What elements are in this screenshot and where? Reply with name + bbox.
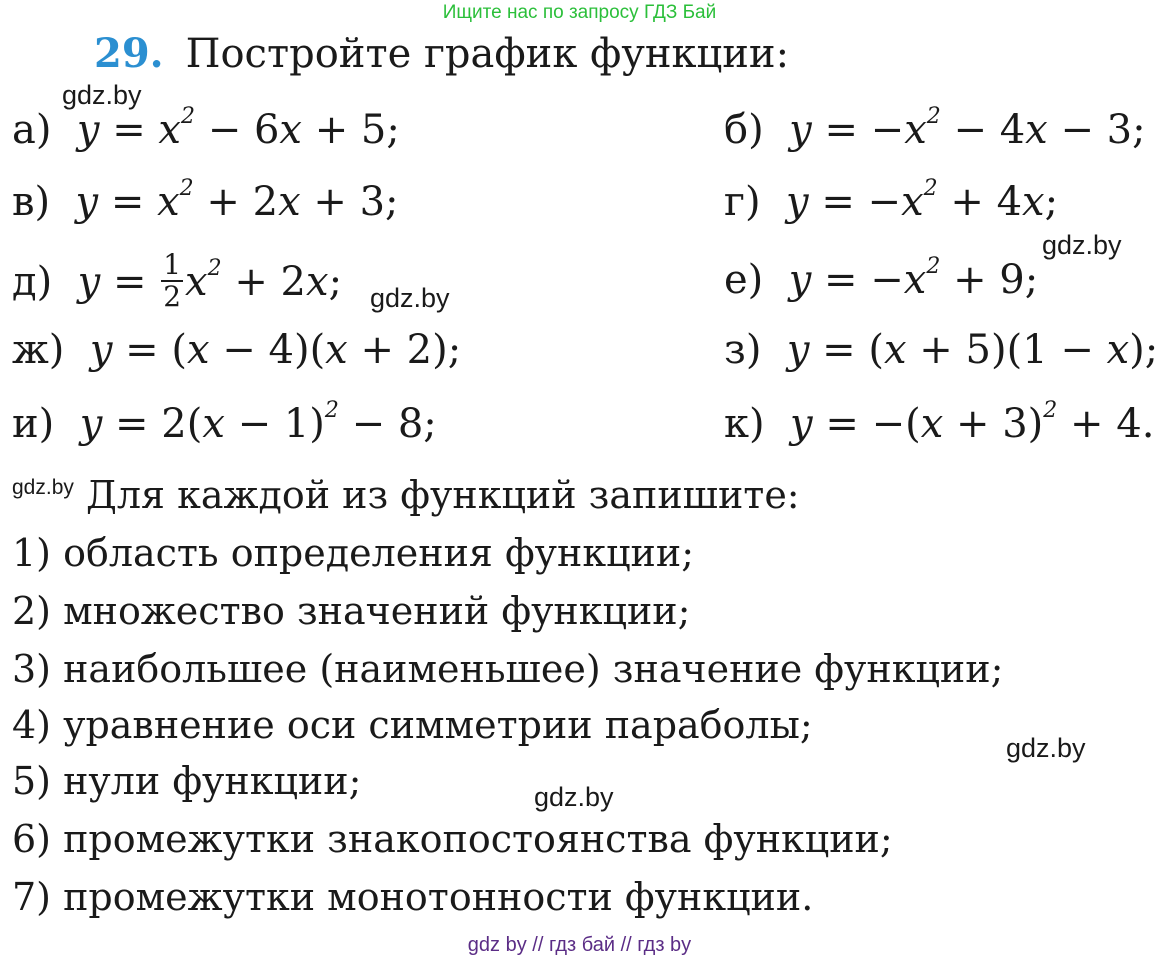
item-i-expr: $y = 2(x - 1)^2 - 8$;	[66, 398, 437, 447]
fraction-numerator: 1	[163, 248, 182, 281]
item-e-expr: $y = -x^2 + 9$;	[776, 254, 1039, 303]
task-intro: Для каждой из функций запишите:	[86, 473, 800, 517]
fraction	[161, 250, 183, 312]
item-i-label: и)	[12, 401, 55, 447]
task-item: 7) промежутки монотонности функции.	[12, 875, 814, 919]
task-item: 6) промежутки знакопостоянства функции;	[12, 817, 893, 861]
watermark: gdz.by	[370, 283, 450, 313]
item-k-expr: $y = -(x + 3)^2 + 4$.	[777, 398, 1155, 447]
watermark: gdz.by	[62, 80, 142, 110]
watermark: gdz.by	[1006, 733, 1086, 763]
task-item: 5) нули функции;	[12, 759, 362, 803]
item-e-label: е)	[724, 257, 764, 303]
item-zh	[12, 324, 461, 376]
item-a-label: а)	[12, 107, 52, 153]
item-g	[724, 176, 1058, 235]
footer-watermark: gdz by // гдз бай // гдз by	[467, 934, 692, 956]
exercise-title: Постройте график функции:	[185, 31, 790, 77]
top-banner: Ищите нас по запросу ГДЗ Бай	[442, 2, 717, 23]
item-b-expr: $y = -x^2 - 4x - 3$;	[776, 104, 1146, 153]
item-b	[724, 104, 1146, 163]
exercise-header	[94, 28, 789, 80]
item-z-expr: y = (x + 5)(1 − x);	[774, 327, 1159, 373]
task-item: 3) наибольшее (наименьшее) значение функции;	[12, 647, 1004, 691]
task-item: 1) область определения функции;	[12, 531, 695, 575]
exercise-number: 29.	[94, 30, 164, 77]
item-v	[12, 176, 399, 235]
item-zh-label: ж)	[12, 327, 65, 373]
item-a	[12, 104, 400, 163]
item-a-expr: $y = x^2 - 6x + 5$;	[64, 104, 400, 153]
item-z	[724, 324, 1158, 376]
item-g-expr: $y = -x^2 + 4x$;	[773, 176, 1059, 225]
item-e	[724, 254, 1038, 313]
item-v-label: в)	[12, 179, 51, 225]
watermark: gdz.by	[1042, 230, 1122, 260]
item-d	[12, 248, 343, 316]
fraction-denominator: 2	[163, 280, 182, 313]
item-d-expr: y = $\frac{1}{2}$ $x^2 + 2x$;	[64, 248, 343, 313]
item-g-label: г)	[724, 179, 761, 225]
item-k	[724, 398, 1154, 457]
item-z-label: з)	[724, 327, 762, 373]
item-i	[12, 398, 437, 457]
item-b-label: б)	[724, 107, 764, 153]
task-item: 4) уравнение оси симметрии параболы;	[12, 703, 813, 747]
watermark: gdz.by	[12, 476, 74, 499]
item-v-expr: $y = x^2 + 2x + 3$;	[62, 176, 399, 225]
task-item: 2) множество значений функции;	[12, 589, 691, 633]
item-d-label: д)	[12, 259, 53, 305]
watermark: gdz.by	[534, 782, 614, 812]
item-zh-expr: y = (x − 4)(x + 2);	[77, 327, 462, 373]
item-k-label: к)	[724, 401, 765, 447]
